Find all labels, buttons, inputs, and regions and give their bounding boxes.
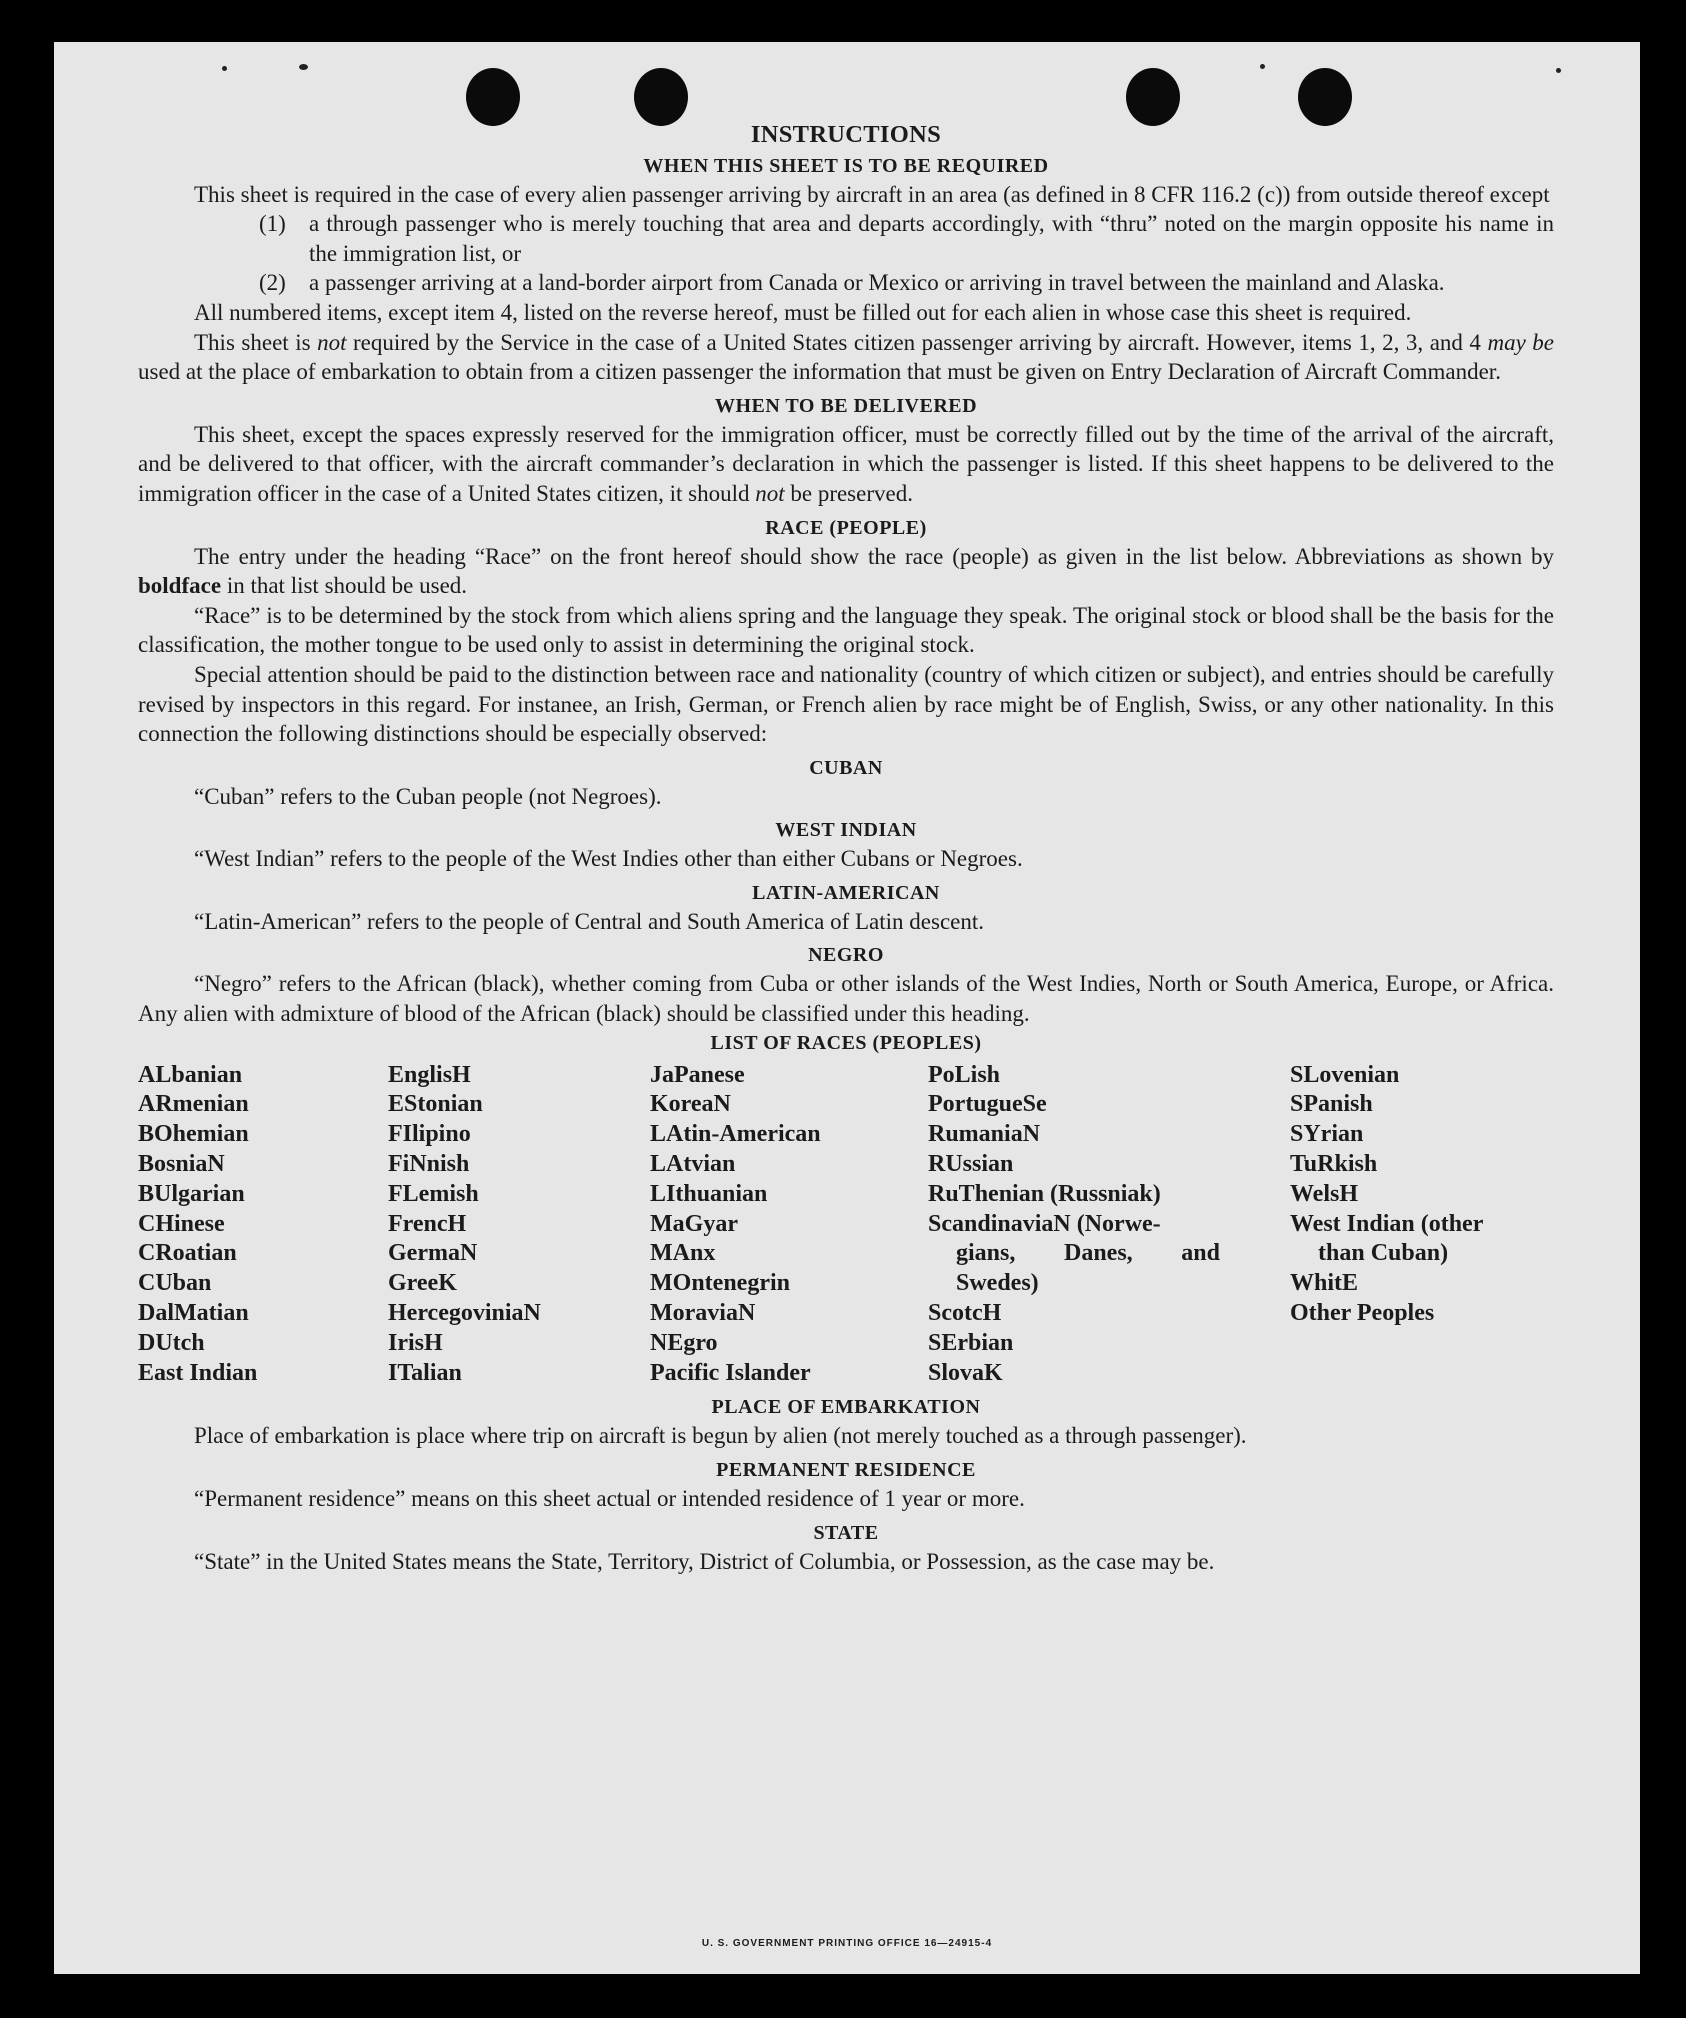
races-col-3 <box>650 1061 928 1389</box>
printer-imprint: U. S. GOVERNMENT PRINTING OFFICE 16—24915-4 <box>701 1938 993 1949</box>
scan-speck <box>1260 64 1265 69</box>
race-item: RuThenian (Russniak) <box>928 1180 1161 1207</box>
race-item-continuation: gians, Danes, and Swedes) <box>956 1240 1220 1297</box>
race-item: ScotcH <box>928 1300 1002 1327</box>
instructions-content <box>138 120 1554 1576</box>
heading-residence: PERMANENT RESIDENCE <box>716 1459 976 1482</box>
heading-embarkation: PLACE OF EMBARKATION <box>711 1396 981 1419</box>
race-item: KoreaN <box>650 1091 731 1118</box>
race-item: EnglisH <box>388 1061 471 1088</box>
para-state: “State” in the United States means the State, Territory, District of Columbia, or Possession, as the case may be. <box>194 1548 1215 1574</box>
race-item: LAtvian <box>650 1151 736 1178</box>
heading-cuban: CUBAN <box>809 756 883 779</box>
heading-negro: NEGRO <box>808 944 884 967</box>
heading-state: STATE <box>813 1521 879 1544</box>
item-text: a through passenger who is merely touching that area and departs accordingly, with “thru” noted on the margin opposite his name in the immigration list, or <box>309 211 1554 266</box>
punch-hole-1 <box>466 68 520 126</box>
race-item: MAnx <box>650 1240 716 1267</box>
item-number: (1) <box>259 211 286 237</box>
race-item-continuation: than Cuban) <box>1318 1240 1449 1267</box>
race-item: ScandinaviaN (Norwe- <box>928 1210 1161 1237</box>
para-race-3: Special attention should be paid to the distinction between race and nationality (country of which citizen or subject), and entries should be carefully revised by inspectors in this regard. For instanee, an Irish, German, or French alien by race might be of English, Swiss, or any other nationality. In this connection the following distinctions should be especially observed: <box>138 661 1554 747</box>
punch-hole-4 <box>1298 68 1352 126</box>
race-item: FIlipino <box>388 1121 471 1148</box>
race-item: SPanish <box>1290 1091 1373 1118</box>
race-item: TuRkish <box>1290 1151 1378 1178</box>
races-col-4 <box>928 1061 1220 1389</box>
race-item: CHinese <box>138 1210 225 1237</box>
race-item: CUban <box>138 1270 212 1297</box>
item-text: a passenger arriving at a land-border airport from Canada or Mexico or arriving in travel between the mainland and Alaska. <box>309 270 1445 296</box>
race-item: FiNnish <box>388 1151 470 1178</box>
race-item: East Indian <box>138 1359 258 1386</box>
para-negro: “Negro” refers to the African (black), whether coming from Cuba or other islands of the West Indies, North or South America, Europe, or Africa. Any alien with admixture of blood of the African (black) should be classified under this heading. <box>138 971 1554 1027</box>
race-item: SlovaK <box>928 1359 1003 1386</box>
para-not-required: This sheet is not required by the Service in the case of a United States citizen passenger arriving by aircraft. However, items 1, 2, 3, and 4 may be used at the place of embarkation to obtain from a citizen passenger the information that must be given on Entry Declaration of Aircraft Commander. <box>138 329 1555 385</box>
race-item: MaGyar <box>650 1210 738 1237</box>
heading-when-required: WHEN THIS SHEET IS TO BE REQUIRED <box>643 154 1049 177</box>
races-table <box>138 1061 1554 1389</box>
para-embarkation: Place of embarkation is place where trip on aircraft is begun by alien (not merely touched as a through passenger). <box>194 1423 1247 1449</box>
list-item <box>138 268 1554 298</box>
para-race-1: The entry under the heading “Race” on the front hereof should show the race (people) as given in the list below. Abbreviations as shown by boldface in that list should be used. <box>138 543 1554 599</box>
heading-list-of-races: LIST OF RACES (PEOPLES) <box>710 1031 982 1054</box>
race-item: LAtin-American <box>650 1121 821 1148</box>
race-item: IrisH <box>388 1329 443 1356</box>
race-item: DUtch <box>138 1329 205 1356</box>
heading-when-delivered: WHEN TO BE DELIVERED <box>714 394 978 417</box>
punch-hole-3 <box>1126 68 1180 126</box>
para-cuban: “Cuban” refers to the Cuban people (not Negroes). <box>194 783 662 809</box>
punch-hole-2 <box>634 68 688 126</box>
document-sheet <box>54 42 1640 1974</box>
para-west-indian: “West Indian” refers to the people of the West Indies other than either Cubans or Negroes. <box>194 846 1023 872</box>
para-race-2: “Race” is to be determined by the stock from which aliens spring and the language they speak. The original stock or blood shall be the basis for the classification, the mother tongue to be used only to assist in determining the original stock. <box>138 602 1554 658</box>
heading-race: RACE (PEOPLE) <box>765 516 927 539</box>
race-item: BosniaN <box>138 1151 225 1178</box>
race-item: DalMatian <box>138 1300 249 1327</box>
race-item: BOhemian <box>138 1121 249 1148</box>
race-item: WhitE <box>1290 1270 1359 1297</box>
race-item: SErbian <box>928 1329 1014 1356</box>
para-delivered: This sheet, except the spaces expressly reserved for the immigration officer, must be correctly filled out by the time of the arrival of the aircraft, and be delivered to that officer, with the aircraft commander’s declaration in which the passenger is listed. If this sheet happens to be delivered to the immigration officer in the case of a United States citizen, it should not be preserved. <box>138 421 1554 506</box>
scan-speck <box>222 66 227 71</box>
race-item: ALbanian <box>138 1061 243 1088</box>
race-item: West Indian (other <box>1290 1210 1484 1237</box>
item-number: (2) <box>259 270 286 296</box>
race-item: Other Peoples <box>1290 1300 1435 1327</box>
scan-speck <box>1556 68 1561 73</box>
race-item: FLemish <box>388 1180 479 1207</box>
race-item: MOntenegrin <box>650 1270 790 1297</box>
race-item: MoraviaN <box>650 1300 756 1327</box>
races-col-1 <box>138 1061 388 1389</box>
race-item: EStonian <box>388 1091 483 1118</box>
list-item <box>138 209 1554 268</box>
page-title: INSTRUCTIONS <box>750 121 942 148</box>
race-item: WelsH <box>1290 1180 1359 1207</box>
race-item: GermaN <box>388 1240 478 1267</box>
race-item: PoLish <box>928 1061 1001 1088</box>
heading-latin-american: LATIN-AMERICAN <box>752 881 940 904</box>
race-item: HercegoviniaN <box>388 1300 541 1327</box>
para-residence: “Permanent residence” means on this sheet actual or intended residence of 1 year or more. <box>194 1486 1025 1512</box>
race-item: JaPanese <box>650 1061 745 1088</box>
race-item: RUssian <box>928 1151 1014 1178</box>
race-item: SLovenian <box>1290 1061 1400 1088</box>
para-all-items: All numbered items, except item 4, listed on the reverse hereof, must be filled out for each alien in whose case this sheet is required. <box>194 299 1412 325</box>
heading-west-indian: WEST INDIAN <box>775 819 917 842</box>
scan-speck <box>299 64 308 70</box>
para-required-intro: This sheet is required in the case of every alien passenger arriving by aircraft in an area (as defined in 8 CFR 116.2 (c)) from outside thereof except <box>194 181 1550 207</box>
race-item: Pacific Islander <box>650 1359 811 1386</box>
race-item: SYrian <box>1290 1121 1364 1148</box>
para-latin-american: “Latin-American” refers to the people of Central and South America of Latin descent. <box>194 908 984 934</box>
race-item: GreeK <box>388 1270 457 1297</box>
race-item: BUlgarian <box>138 1180 245 1207</box>
race-item: PortugueSe <box>928 1091 1047 1118</box>
race-item: ARmenian <box>138 1091 249 1118</box>
race-item: ITalian <box>388 1359 462 1386</box>
race-item: FrencH <box>388 1210 467 1237</box>
race-item: LIthuanian <box>650 1180 768 1207</box>
race-item: RumaniaN <box>928 1121 1041 1148</box>
races-col-2 <box>388 1061 650 1389</box>
race-item: NEgro <box>650 1329 718 1356</box>
races-col-5 <box>1290 1061 1552 1389</box>
race-item: CRoatian <box>138 1240 237 1267</box>
